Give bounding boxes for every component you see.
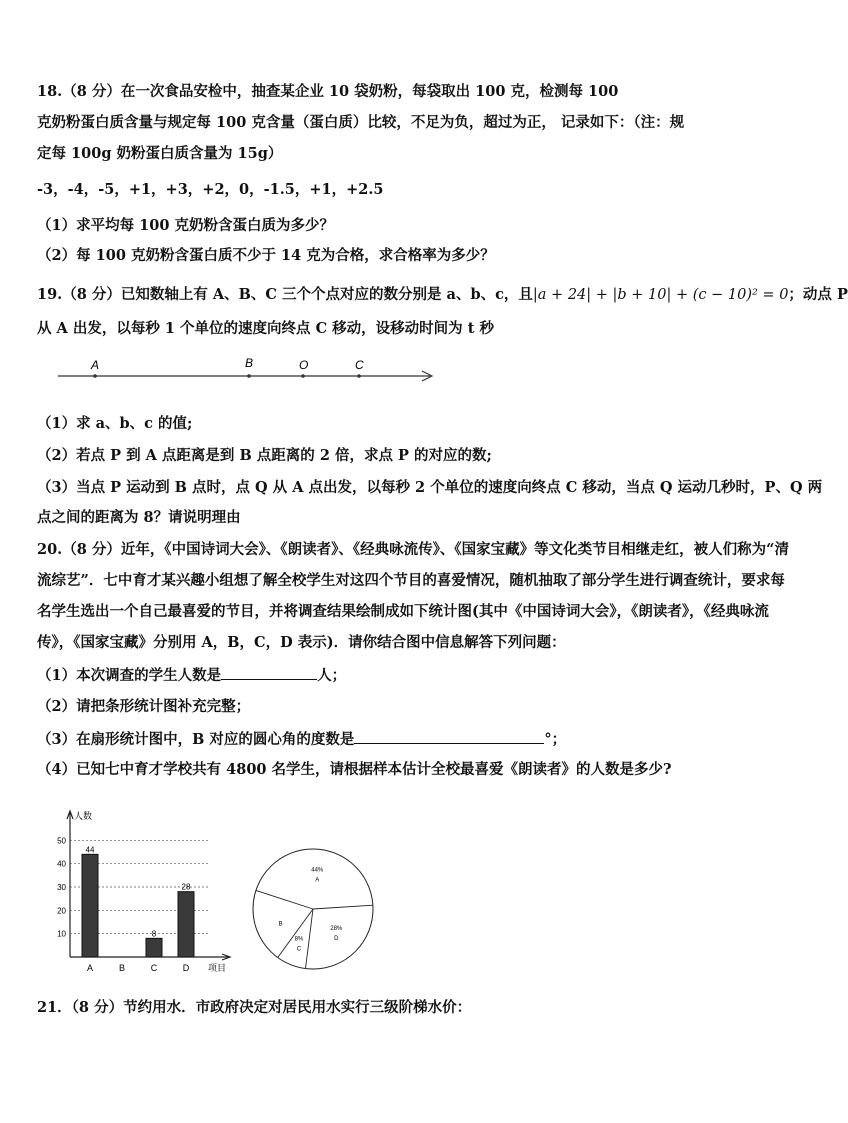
q19-line1-end: ；动点 P bbox=[788, 286, 848, 303]
q20-line3: 名学生选出一个自己最喜爱的节目，并将调查结果绘制成如下统计图(其中《中国诗词大会》，《朗读者》，《经典咏流 bbox=[37, 603, 769, 620]
point-a-label: A bbox=[91, 358, 100, 372]
q19-equation: |a + 24| + |b + 10| + (c − 10)² = 0 bbox=[532, 287, 789, 303]
pie-chart bbox=[248, 845, 378, 975]
pie-label-B: B bbox=[278, 921, 283, 928]
y-axis-label: 人数 bbox=[74, 811, 93, 821]
q20-line2: 流综艺”．七中育才某兴趣小组想了解全校学生对这四个节目的喜爱情况，随机抽取了部分学生进行调查统计，要求每 bbox=[37, 572, 785, 589]
q20-sub4: （4）已知七中育才学校共有 4800 名学生，请根据样本估计全校最喜爱《朗读者》的人数是多少? bbox=[37, 761, 672, 778]
q20-line4: 传》，《国家宝藏》分别用 A，B，C，D 表示)．请你结合图中信息解答下列问题： bbox=[37, 634, 566, 651]
q20-sub2: （2）请把条形统计图补充完整； bbox=[37, 698, 251, 715]
q20-sub3-unit: °； bbox=[544, 731, 567, 748]
answer-blank-2[interactable] bbox=[354, 729, 544, 744]
y-tick-label: 40 bbox=[57, 859, 66, 869]
data-label-A: 44 bbox=[85, 845, 95, 855]
q19-sub3-line1: （3）当点 P 运动到 B 点时，点 Q 从 A 点出发，以每秒 2 个单位的速度向终点 C 移动，当点 Q 运动几秒时，P、Q 两 bbox=[37, 479, 823, 496]
q20-sub3 bbox=[37, 729, 566, 750]
q18-sub2: （2）每 100 克奶粉含蛋白质不少于 14 克为合格，求合格率为多少？ bbox=[37, 247, 495, 264]
q19-sub3-line2: 点之间的距离为 8？请说明理由 bbox=[37, 509, 241, 526]
bar-chart bbox=[40, 805, 240, 975]
pie-label-A: A bbox=[315, 877, 320, 884]
q20-sub3-text: （3）在扇形统计图中，B 对应的圆心角的度数是 bbox=[37, 731, 355, 748]
y-tick-label: 50 bbox=[57, 836, 66, 846]
x-tick-label-C: C bbox=[150, 963, 158, 973]
data-label-D: 28 bbox=[181, 882, 191, 892]
q18-line2: 克奶粉蛋白质含量与规定每 100 克含量（蛋白质）比较，不足为负，超过为正， 记录如下：（注：规 bbox=[37, 114, 685, 131]
pie-percent-D: 28% bbox=[330, 925, 343, 932]
point-a-dot bbox=[93, 374, 97, 378]
bar-A bbox=[82, 854, 98, 957]
q20-sub1-text: （1）本次调查的学生人数是 bbox=[37, 667, 222, 684]
q20-line1: 20.（8 分）近年，《中国诗词大会》、《朗读者》、《经典咏流传》、《国家宝藏》等文化类节目相继走红，被人们称为“清 bbox=[37, 541, 789, 558]
q18-data: -3，-4，-5，+1，+3，+2，0，-1.5，+1，+2.5 bbox=[37, 181, 384, 198]
number-line bbox=[50, 350, 450, 390]
x-tick-label-D: D bbox=[182, 963, 190, 973]
y-tick-label: 30 bbox=[57, 883, 66, 892]
q18-line3: 定每 100g 奶粉蛋白质含量为 15g） bbox=[37, 145, 283, 162]
answer-blank-1[interactable] bbox=[221, 665, 317, 680]
q19-sub2: （2）若点 P 到 A 点距离是到 B 点距离的 2 倍，求点 P 的对应的数; bbox=[37, 447, 492, 464]
point-o-dot bbox=[301, 374, 305, 378]
pie-label-C: C bbox=[296, 946, 302, 953]
q20-sub1-unit: 人； bbox=[317, 667, 347, 684]
q19-line1-text: 19.（8 分）已知数轴上有 A、B、C 三个个点对应的数分别是 a、b、c，且 bbox=[37, 286, 533, 303]
q21-line1: 21．（8 分）节约用水．市政府决定对居民用水实行三级阶梯水价： bbox=[37, 999, 472, 1016]
bar-C bbox=[146, 938, 162, 957]
x-tick-label-A: A bbox=[86, 963, 94, 973]
x-axis-label: 项目 bbox=[208, 963, 227, 973]
y-tick-label: 10 bbox=[57, 929, 66, 939]
bar-D bbox=[178, 892, 194, 957]
q19-line1 bbox=[37, 285, 848, 305]
pie-label-D: D bbox=[334, 935, 339, 942]
pie-percent-A: 44% bbox=[311, 867, 324, 874]
x-tick-label-B: B bbox=[118, 963, 126, 973]
point-b-dot bbox=[247, 374, 251, 378]
point-c-dot bbox=[357, 374, 361, 378]
q18-line1: 18.（8 分）在一次食品安检中，抽查某企业 10 袋奶粉，每袋取出 100 克，检测每 100 bbox=[37, 83, 619, 100]
point-c-label: C bbox=[355, 358, 364, 372]
data-label-C: 8 bbox=[151, 929, 157, 939]
point-o-label: O bbox=[299, 358, 309, 372]
q19-line2: 从 A 出发，以每秒 1 个单位的速度向终点 C 移动，设移动时间为 t 秒 bbox=[37, 320, 494, 337]
q19-sub1: （1）求 a、b、c 的值; bbox=[37, 415, 193, 432]
pie-percent-C: 8% bbox=[294, 936, 304, 943]
point-b-label: B bbox=[245, 356, 254, 370]
q18-sub1: （1）求平均每 100 克奶粉含蛋白质为多少？ bbox=[37, 217, 334, 234]
y-tick-label: 20 bbox=[57, 906, 66, 916]
q20-sub1 bbox=[37, 665, 346, 686]
